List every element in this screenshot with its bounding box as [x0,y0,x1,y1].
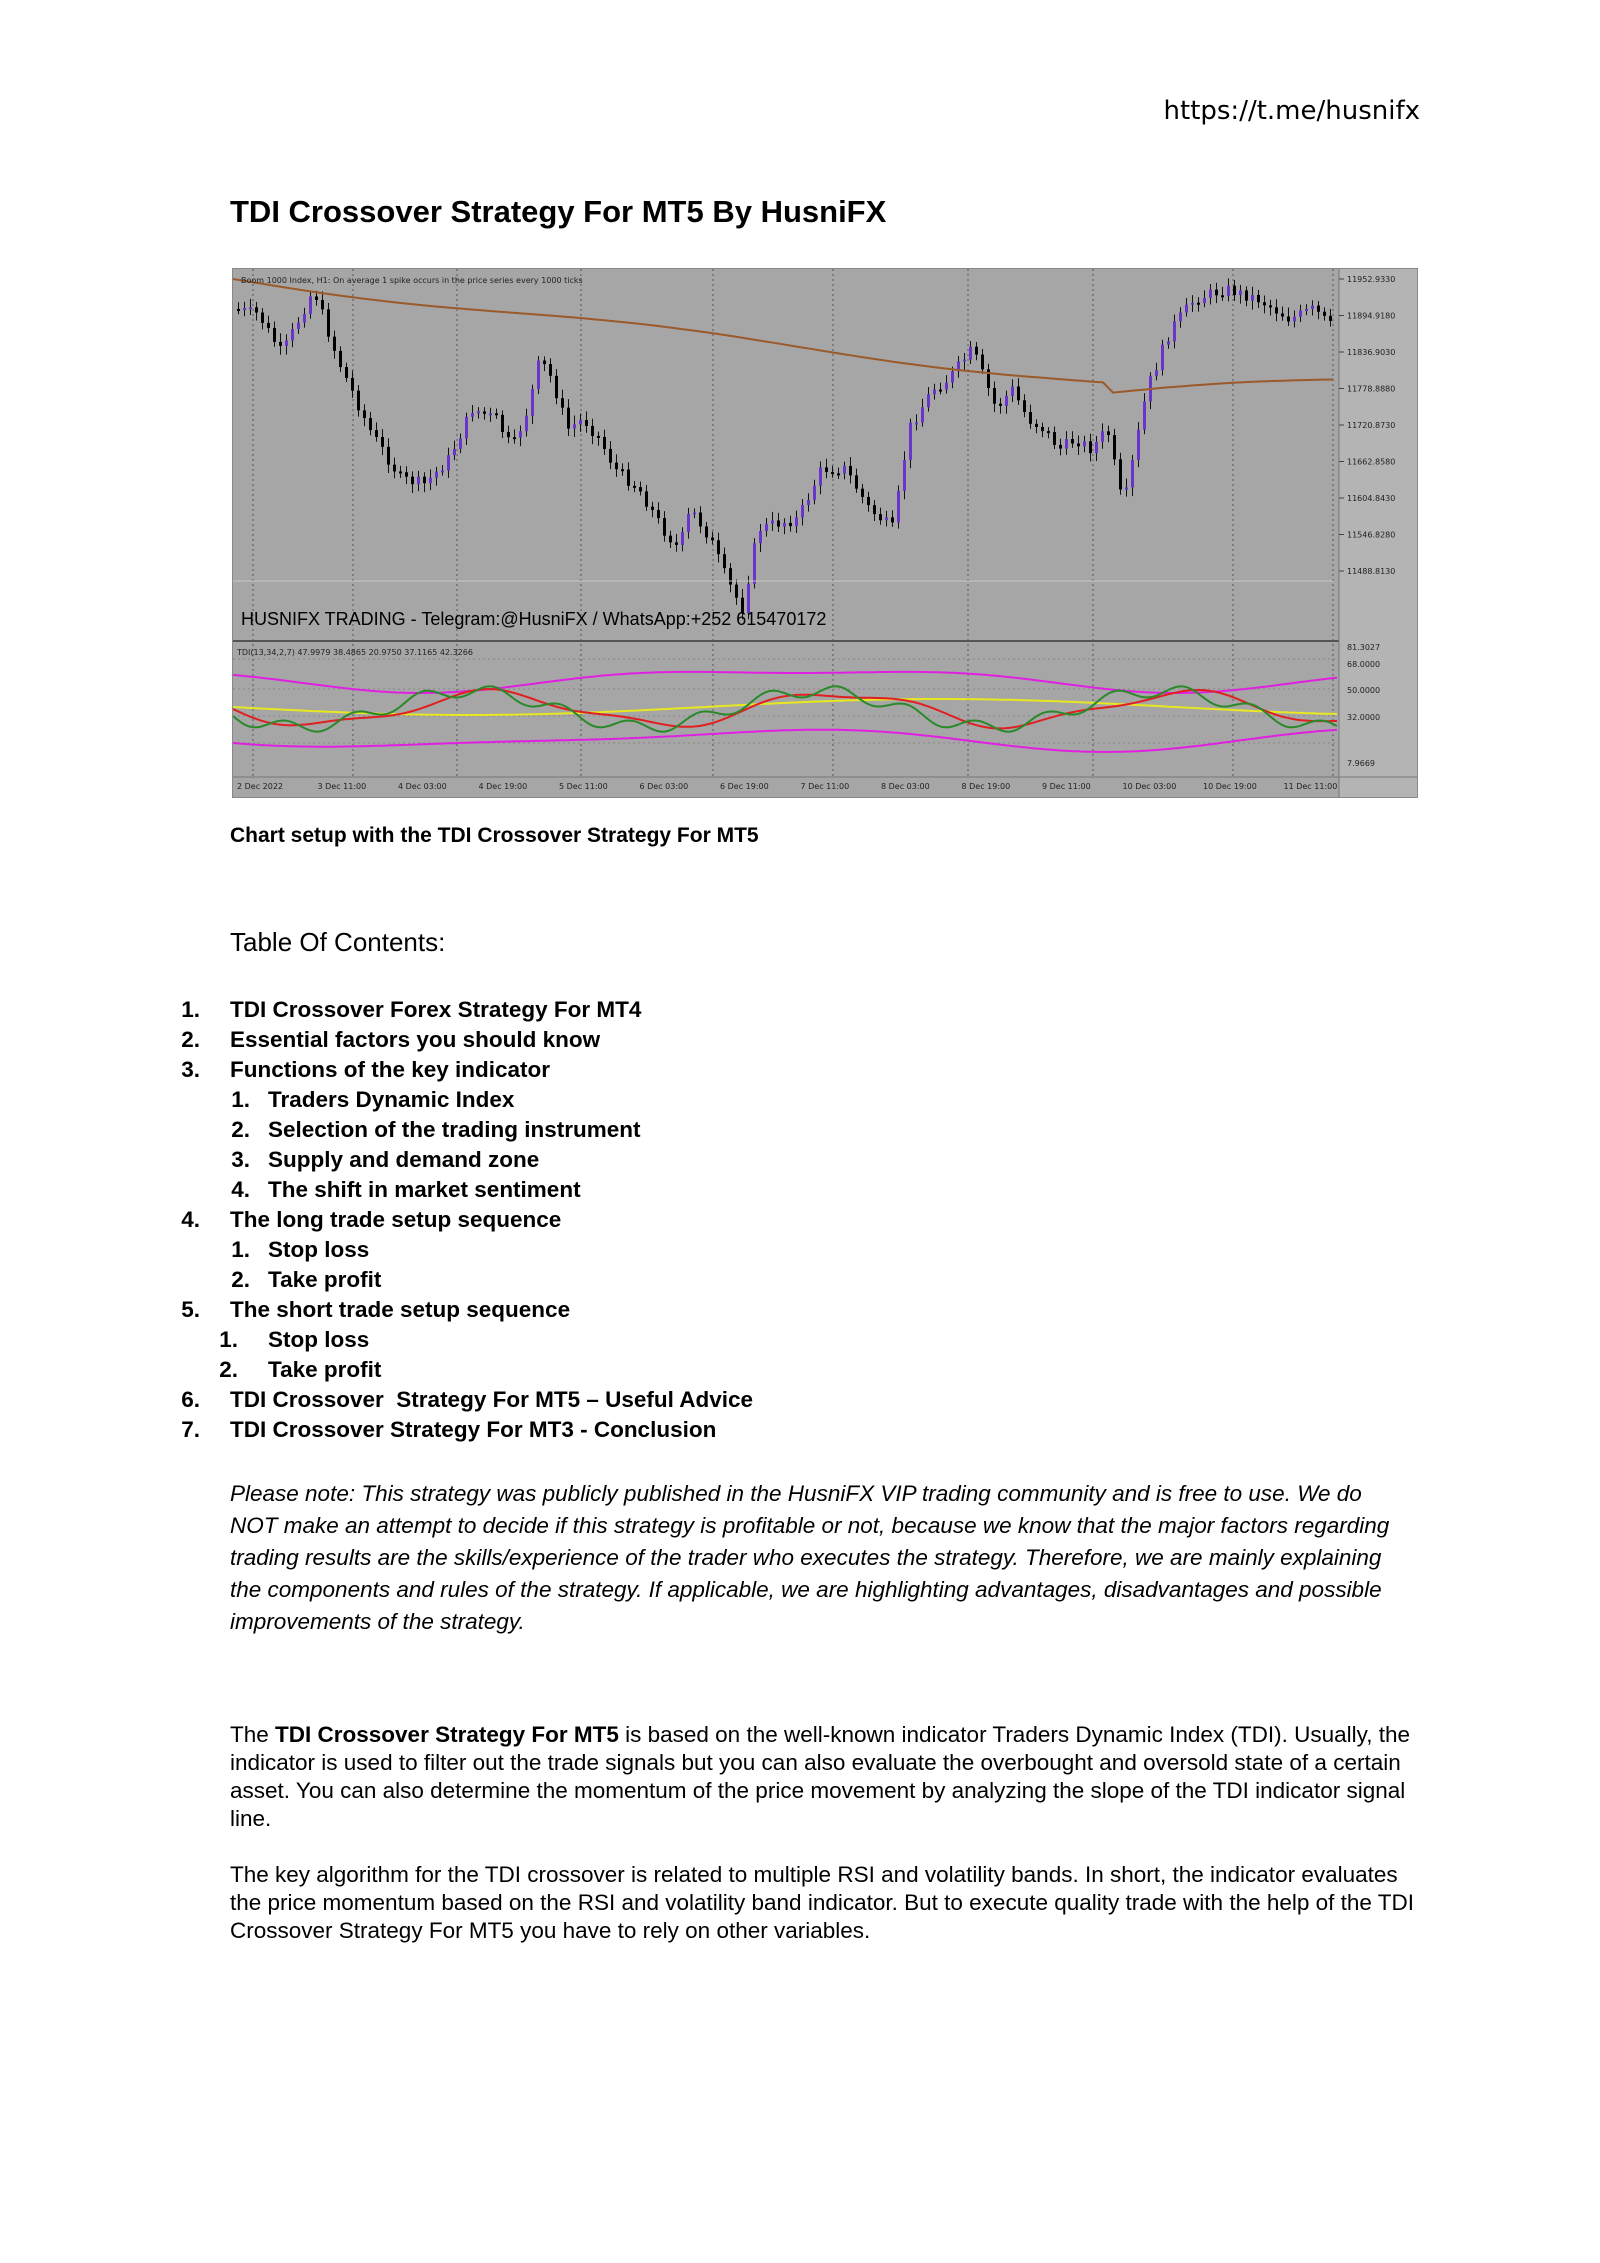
time-tick-label: 5 Dec 11:00 [559,782,608,791]
time-tick-label: 4 Dec 03:00 [398,782,447,791]
price-tick-label: 11662.8580 [1347,457,1396,467]
toc-subitem[interactable]: Stop loss [268,1237,370,1262]
price-tick-label: 11836.9030 [1347,348,1396,357]
document-title: TDI Crossover Strategy For MT5 By HusniFX [230,194,887,229]
time-tick-label: 9 Dec 11:00 [1042,782,1091,791]
chart-caption: Chart setup with the TDI Crossover Strategy For MT5 [230,824,759,847]
toc-number: 3. [181,1057,200,1082]
indicator-tick-label: 68.0000 [1347,660,1381,669]
intro-paragraph: The TDI Crossover Strategy For MT5 is based on the well-known indicator Traders Dynamic Index (TDI). Usually, the indicator is used to filter out the trade signals but you can also evaluate the overbought and oversold state of a certain asset. You can also determine the momentum of the price movement by analyzing the slope of the TDI indicator signal line. [230,1722,1411,1831]
time-tick-label: 6 Dec 19:00 [720,782,769,791]
time-tick-label: 10 Dec 19:00 [1203,782,1257,791]
chart-info-line: Boom 1000 Index, H1: On average 1 spike occurs in the price series every 1000 ticks [241,276,583,285]
time-tick-label: 3 Dec 11:00 [317,782,367,791]
toc-subitem[interactable]: Stop loss [268,1327,370,1352]
toc-number: 6. [181,1387,200,1412]
toc-subnumber: 3. [231,1147,250,1172]
toc-subitem[interactable]: Take profit [268,1267,382,1292]
toc-subitem[interactable]: Take profit [268,1357,382,1382]
price-axis [1339,275,1395,576]
time-tick-label: 8 Dec 19:00 [961,782,1011,791]
price-tick-label: 11488.8130 [1347,567,1396,576]
algorithm-paragraph: The key algorithm for the TDI crossover is related to multiple RSI and volatility bands. In short, the indicator evaluates the price momentum based on the RSI and volatility band indicator. But to execute quality trade with the help of the TDI Crossover Strategy For MT5 you have to rely on other variables. [230,1862,1415,1943]
toc-item[interactable]: The long trade setup sequence [230,1207,562,1232]
toc-subnumber: 1. [219,1327,238,1352]
time-tick-label: 10 Dec 03:00 [1122,782,1177,791]
toc-subnumber: 4. [231,1177,250,1202]
toc-subitem[interactable]: The shift in market sentiment [268,1177,581,1202]
toc-item[interactable]: TDI Crossover Strategy For MT3 - Conclusion [230,1417,717,1442]
indicator-tick-label: 7.9669 [1347,759,1375,768]
indicator-tick-label: 50.0000 [1347,686,1381,695]
time-tick-label: 8 Dec 03:00 [881,782,930,791]
toc-subitem[interactable]: Traders Dynamic Index [268,1087,515,1112]
price-tick-label: 11604.8430 [1347,494,1396,503]
price-tick-label: 11778.8880 [1347,384,1396,394]
toc-number: 7. [181,1417,200,1442]
time-tick-label: 2 Dec 2022 [237,782,284,791]
price-tick-label: 11546.8280 [1347,530,1396,540]
header-url[interactable]: https://t.me/husnifx [1163,96,1420,126]
toc-number: 1. [181,997,200,1022]
toc-subitem[interactable]: Selection of the trading instrument [268,1117,641,1142]
trading-chart-screenshot [232,268,1418,798]
toc-item[interactable]: TDI Crossover Forex Strategy For MT4 [230,997,642,1022]
toc-subnumber: 2. [231,1117,250,1142]
toc-number: 4. [181,1207,200,1232]
toc-title: Table Of Contents: [230,927,446,957]
disclaimer-note: Please note: This strategy was publicly published in the HusniFX VIP trading community and is free to use. We do NOT make an attempt to decide if this strategy is profitable or not, because we know that the major factors regarding trading results are the skills/experience of the trader who executes the strategy. Therefore, we are mainly explaining the components and rules of the strategy. If applicable, we are highlighting advantages, disadvantages and possible improvements of the strategy. [230,1481,1390,1634]
indicator-label: TDI(13,34,2,7) 47.9979 38.4865 20.9750 37.1165 42.3266 [237,648,473,657]
indicator-tick-label: 32.0000 [1347,713,1381,722]
price-tick-label: 11952.9330 [1347,275,1396,284]
toc-item[interactable]: Essential factors you should know [230,1027,601,1052]
time-tick-label: 7 Dec 11:00 [800,782,850,791]
toc-number: 5. [181,1297,200,1322]
strategy-name-bold: TDI Crossover Strategy For MT5 [275,1722,619,1747]
toc-item[interactable]: TDI Crossover Strategy For MT5 – Useful Advice [230,1387,754,1412]
time-tick-label: 6 Dec 03:00 [639,782,689,791]
toc-number: 2. [181,1027,200,1052]
toc-subnumber: 1. [231,1237,250,1262]
time-tick-label: 4 Dec 19:00 [478,782,528,791]
toc-item[interactable]: Functions of the key indicator [230,1057,551,1082]
toc-subitem[interactable]: Supply and demand zone [268,1147,540,1172]
time-tick-label: 11 Dec 11:00 [1283,782,1338,791]
price-tick-label: 11720.8730 [1347,421,1396,430]
toc-subnumber: 2. [231,1267,250,1292]
price-tick-label: 11894.9180 [1347,311,1396,321]
chart-watermark: HUSNIFX TRADING - Telegram:@HusniFX / WhatsApp:+252 615470172 [241,609,827,629]
toc-item[interactable]: The short trade setup sequence [230,1297,571,1322]
indicator-tick-label: 81.3027 [1347,643,1381,652]
toc-subnumber: 2. [219,1357,238,1382]
toc-subnumber: 1. [231,1087,250,1112]
